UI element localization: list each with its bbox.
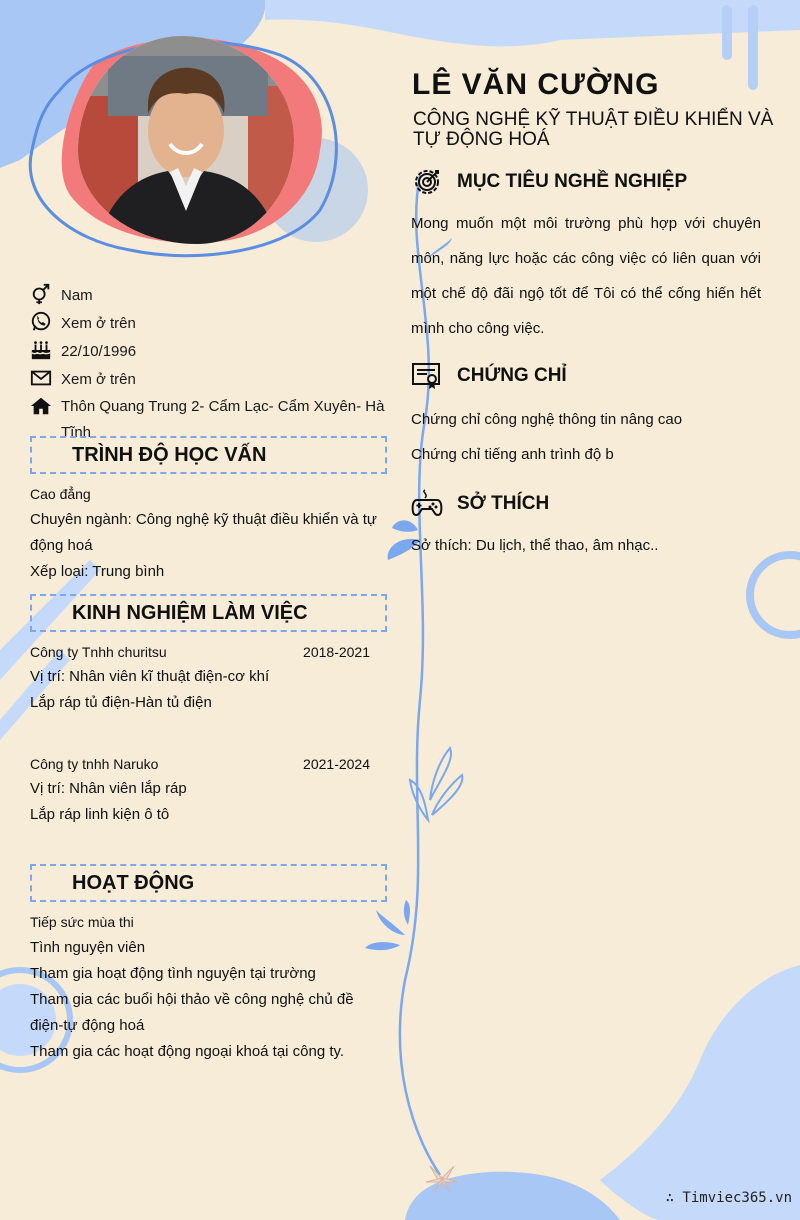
email-icon xyxy=(30,367,52,389)
hobbies-header xyxy=(411,488,549,520)
experience-job-1 xyxy=(30,640,380,716)
experience-job-2 xyxy=(30,752,380,828)
phone-icon xyxy=(30,311,52,333)
target-gear-icon xyxy=(411,166,443,198)
activity-item: Tiếp sức mùa thi xyxy=(30,914,134,930)
activity-item: Tham gia hoạt động tình nguyện tại trường xyxy=(30,965,316,982)
job-position: Vị trí: Nhân viên lắp ráp xyxy=(30,780,187,797)
job-company: Công ty Tnhh churitsu xyxy=(30,644,167,660)
birthday-text: 22/10/1996 xyxy=(61,343,137,360)
education-header xyxy=(30,436,387,474)
email-text: Xem ở trên xyxy=(61,371,136,388)
education-level: Cao đẳng xyxy=(30,486,91,502)
job-period: 2021-2024 xyxy=(303,756,370,772)
job-company: Công ty tnhh Naruko xyxy=(30,756,159,772)
hobbies-title: SỞ THÍCH xyxy=(457,493,550,514)
activities-title: HOẠT ĐỘNG xyxy=(72,872,195,894)
objective-title: MỤC TIÊU NGHỀ NGHIỆP xyxy=(457,171,688,192)
certificate-item: Chứng chỉ công nghệ thông tin nâng cao xyxy=(411,411,683,428)
contact-phone xyxy=(30,310,390,338)
job-period: 2018-2021 xyxy=(303,644,370,660)
education-major: Chuyên ngành: Công nghệ kỹ thuật điều khiển và tự động hoá xyxy=(30,511,377,554)
experience-header xyxy=(30,594,387,632)
job-header xyxy=(30,640,370,664)
activities-list xyxy=(30,909,370,1065)
activity-item: Tình nguyện viên xyxy=(30,939,146,956)
home-icon xyxy=(30,395,52,417)
job-position: Vị trí: Nhân viên kĩ thuật điện-cơ khí xyxy=(30,668,270,685)
education-title: TRÌNH ĐỘ HỌC VẤN xyxy=(72,444,267,466)
job-header xyxy=(30,752,370,776)
activity-item: Tham gia các buổi hội thảo về công nghệ chủ đề điện-tự động hoá xyxy=(30,991,354,1034)
contact-email xyxy=(30,366,390,394)
objective-text: Mong muốn một môi trường phù hợp với chuyên môn, năng lực hoặc các công việc có liên quan với một chế độ đãi ngộ tốt để Tôi có thể cống hiến hết mình cho công việc. xyxy=(411,215,761,337)
watermark: ∴ Timviec365.vn xyxy=(665,1190,792,1206)
education-rank: Xếp loại: Trung bình xyxy=(30,563,165,580)
certificates-header xyxy=(411,362,567,390)
phone-text: Xem ở trên xyxy=(61,315,136,332)
job-detail: Lắp ráp linh kiện ô tô xyxy=(30,806,170,823)
certificates-title: CHỨNG CHỈ xyxy=(457,365,567,386)
contact-gender xyxy=(30,282,390,310)
certificate-icon xyxy=(411,362,443,390)
hobbies-text: Sở thích: Du lịch, thể thao, âm nhạc.. xyxy=(411,537,659,554)
contact-birthday xyxy=(30,338,390,366)
job-title: CÔNG NGHỆ KỸ THUẬT ĐIỀU KHIỂN VÀ TỰ ĐỘNG HOÁ xyxy=(413,109,774,150)
gamepad-icon xyxy=(411,488,443,520)
objective-header xyxy=(411,166,687,198)
job-detail: Lắp ráp tủ điện-Hàn tủ điện xyxy=(30,694,212,711)
candidate-name: LÊ VĂN CƯỜNG xyxy=(412,68,660,101)
birthday-cake-icon xyxy=(30,339,52,361)
experience-title: KINH NGHIỆM LÀM VIỆC xyxy=(72,602,308,624)
education-details xyxy=(30,481,380,585)
profile-photo xyxy=(78,36,294,244)
activity-item: Tham gia các hoạt động ngoại khoá tại công ty. xyxy=(30,1043,345,1060)
certificates-list xyxy=(411,402,771,472)
address-text: Thôn Quang Trung 2- Cẩm Lạc- Cẩm Xuyên- Hà Tĩnh xyxy=(61,398,385,441)
certificate-item: Chứng chỉ tiếng anh trình độ b xyxy=(411,446,614,463)
gender-text: Nam xyxy=(61,287,93,304)
gender-icon xyxy=(30,283,52,305)
activities-header xyxy=(30,864,387,902)
contact-info xyxy=(30,282,390,446)
